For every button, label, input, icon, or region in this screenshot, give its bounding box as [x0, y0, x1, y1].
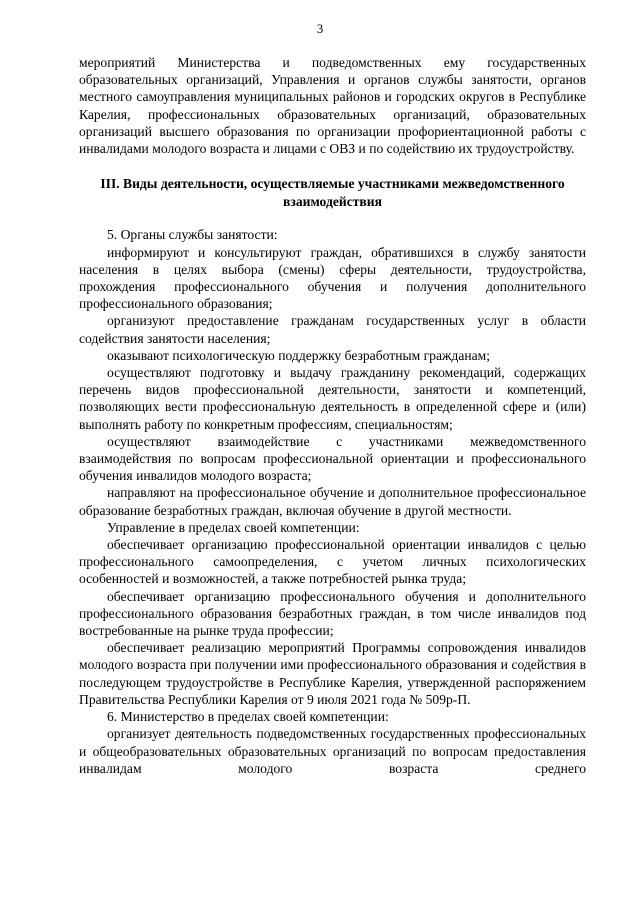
section-heading: III. Виды деятельности, осуществляемые участниками межведомственного взаимодействия	[100, 176, 565, 209]
page-number: 3	[316, 21, 324, 36]
paragraph: осуществляют подготовку и выдачу гражданину рекомендаций, содержащих перечень видов профессиональной деятельности, занятости и компетенций, позволяющих вести профессиональную деятельность в определенной сфере и (или) выполнять работу по конкретным профессиям, специальностям;	[79, 365, 586, 432]
document-body	[79, 54, 586, 777]
paragraph: информируют и консультируют граждан, обратившихся в службу занятости населения в целях выбора (смены) сферы деятельности, трудоустройства, прохождения профессионального обучения и получения дополнительного профессионального образования;	[79, 244, 586, 312]
paragraph: организуют предоставление гражданам государственных услуг в области содействия занятости населения;	[79, 313, 586, 346]
paragraph: оказывают психологическую поддержку безработным гражданам;	[107, 347, 491, 363]
paragraph: обеспечивает организацию профессионального обучения и дополнительного профессионального образования безработных граждан, в том числе инвалидов под востребованные на рынке труда профессии;	[79, 588, 586, 639]
paragraph: 6. Министерство в пределах своей компетенции:	[107, 709, 389, 725]
intro-paragraph: мероприятий Министерства и подведомственных ему государственных образовательных организаций, Управления и органов службы занятости, органов местного самоуправления муниципальных районов и городских округов в Республике Карелия, профессиональных образовательных организаций, образовательных организаций высшего образования по организации профориентационной работы с инвалидами молодого возраста и лицами с ОВЗ и по содействию их трудоустройству.	[79, 55, 586, 157]
paragraph: осуществляют взаимодействие с участниками межведомственного взаимодействия по вопросам профессиональной ориентации и профессионального обучения инвалидов молодого возраста;	[79, 433, 586, 484]
paragraph: Управление в пределах своей компетенции:	[107, 519, 360, 535]
paragraph: направляют на профессиональное обучение и дополнительное профессиональное образование безработных граждан, включая обучение в другой местности.	[79, 485, 586, 518]
paragraph: организует деятельность подведомственных государственных профессиональных и общеобразовательных образовательных организаций по вопросам предоставления инвалидам молодого возраста среднего	[79, 726, 586, 776]
paragraph: обеспечивает организацию профессиональной ориентации инвалидов с целью профессионального самоопределения, с учетом личных психологических особенностей и возможностей, а также потребностей рынка труда;	[79, 537, 586, 587]
paragraph: обеспечивает реализацию мероприятий Программы сопровождения инвалидов молодого возраста при получении ими профессионального образования и содействия в последующем трудоустройстве в Республике Карелия, утвержденной распоряжением Правительства Республики Карелия от 9 июля 2021 года № 509р-П.	[79, 640, 586, 707]
paragraph: 5. Органы службы занятости:	[107, 227, 278, 243]
